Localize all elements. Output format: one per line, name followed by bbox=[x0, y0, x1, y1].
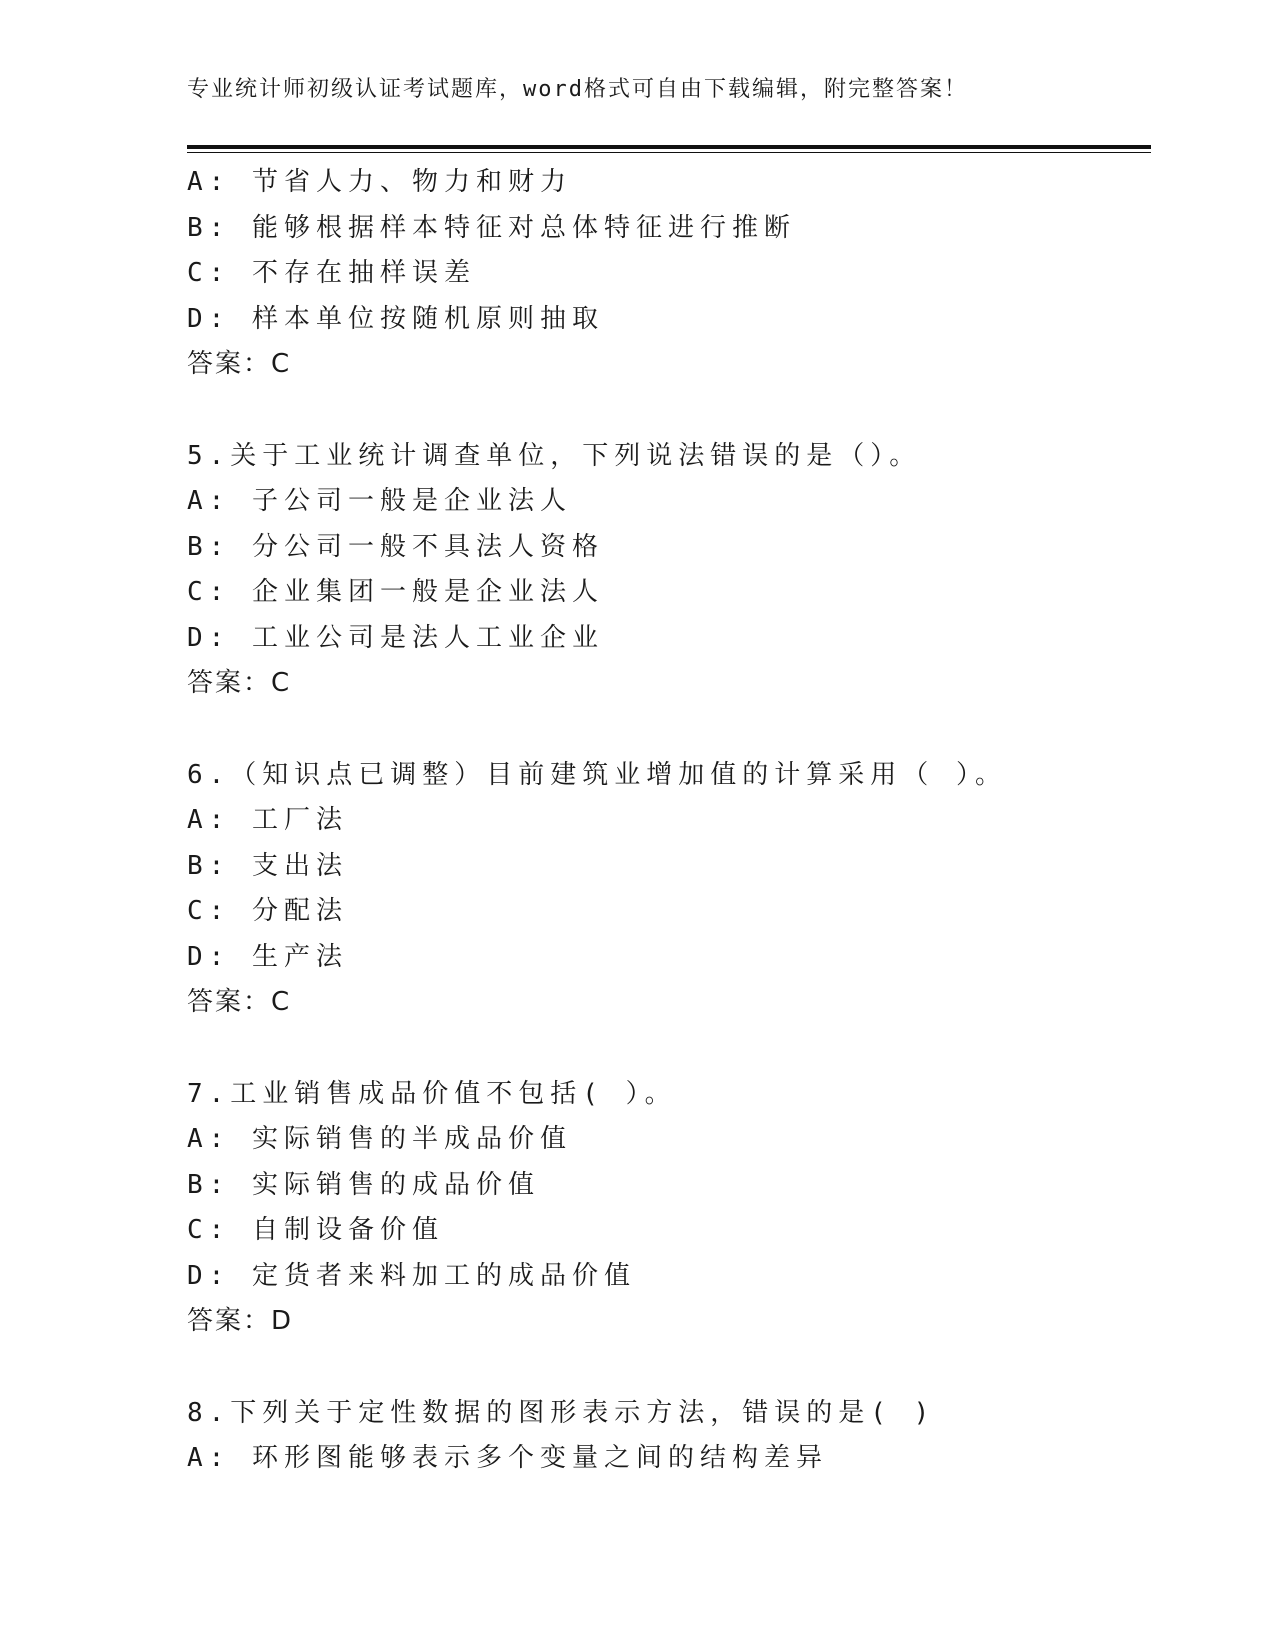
answer: 答案：D bbox=[187, 1306, 294, 1336]
question-7 bbox=[187, 1072, 1151, 1345]
option-d: D: 生产法 bbox=[187, 941, 348, 972]
option-a: A: 子公司一般是企业法人 bbox=[187, 486, 572, 516]
option-c: C: 自制设备价值 bbox=[187, 1215, 444, 1245]
answer: 答案：C bbox=[187, 349, 292, 379]
answer: 答案：C bbox=[187, 668, 292, 698]
option-b: B: 分公司一般不具法人资格 bbox=[187, 531, 604, 562]
option-a: A: 环形图能够表示多个变量之间的结构差异 bbox=[187, 1443, 828, 1473]
question-stem: 7.工业销售成品价值不包括( ）。 bbox=[187, 1078, 677, 1109]
question-5 bbox=[187, 434, 1151, 707]
option-c: C: 分配法 bbox=[187, 896, 348, 926]
question-4 bbox=[187, 160, 1151, 388]
question-6 bbox=[187, 753, 1151, 1026]
question-stem: 6.（知识点已调整）目前建筑业增加值的计算采用（ ）。 bbox=[187, 759, 1007, 790]
option-d: D: 样本单位按随机原则抽取 bbox=[187, 303, 604, 334]
option-d: D: 工业公司是法人工业企业 bbox=[187, 622, 604, 653]
option-d: D: 定货者来料加工的成品价值 bbox=[187, 1260, 636, 1291]
header-rule-thick bbox=[187, 145, 1151, 149]
question-stem: 5.关于工业统计调查单位，下列说法错误的是（）。 bbox=[187, 440, 922, 471]
option-a: A: 节省人力、物力和财力 bbox=[187, 167, 572, 197]
header-rule-thin bbox=[187, 152, 1151, 153]
question-list bbox=[187, 160, 1151, 1482]
option-b: B: 实际销售的成品价值 bbox=[187, 1169, 540, 1200]
option-b: B: 能够根据样本特征对总体特征进行推断 bbox=[187, 212, 796, 243]
option-a: A: 实际销售的半成品价值 bbox=[187, 1124, 572, 1154]
option-a: A: 工厂法 bbox=[187, 805, 348, 835]
answer: 答案：C bbox=[187, 987, 292, 1017]
question-stem: 8.下列关于定性数据的图形表示方法，错误的是( ) bbox=[187, 1397, 936, 1428]
option-b: B: 支出法 bbox=[187, 850, 348, 881]
question-8 bbox=[187, 1391, 1151, 1482]
option-c: C: 不存在抽样误差 bbox=[187, 258, 476, 288]
page-header: 专业统计师初级认证考试题库，word格式可自由下载编辑，附完整答案！ bbox=[187, 77, 968, 102]
option-c: C: 企业集团一般是企业法人 bbox=[187, 577, 604, 607]
